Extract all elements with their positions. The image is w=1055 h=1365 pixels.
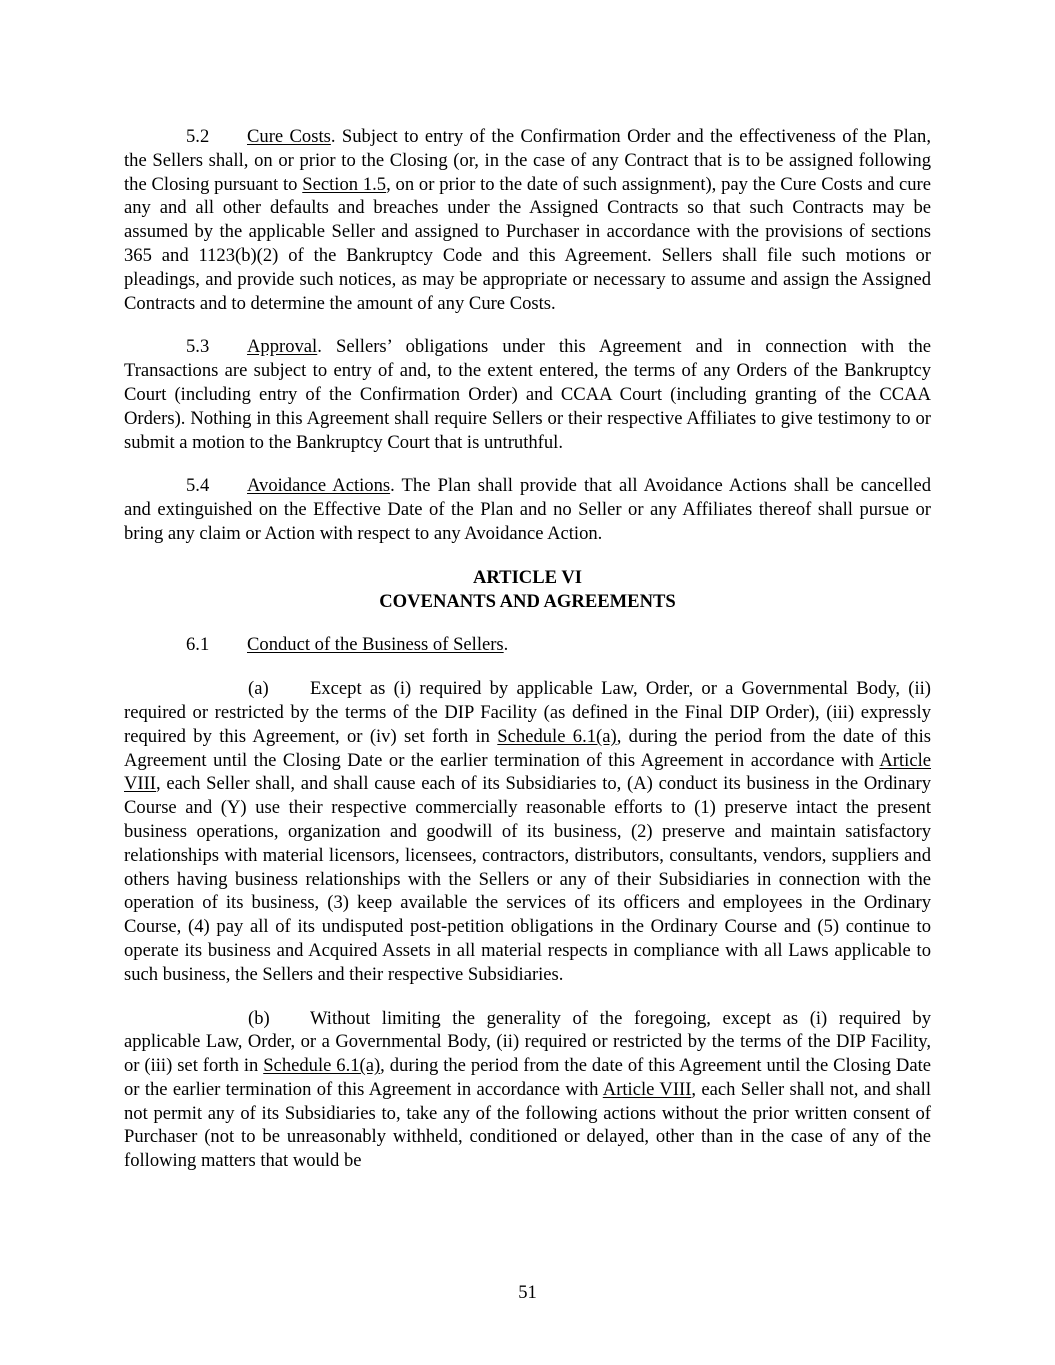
subsection-6-1-b — [124, 1007, 931, 1174]
cross-reference: Section 1.5 — [302, 173, 387, 195]
subsection-text: , during the period from the date of this Agreement until the Closing Date or the earlier termination of this Agreement in accordance with — [124, 725, 932, 771]
cross-reference: Schedule 6.1(a) — [497, 725, 617, 747]
subsection-text: Without limiting the generality of the foregoing, except as (i) required by applicable Law, Order, or a Governmental Body, (ii) required or restricted by the terms of the DIP Facility, or (iii) set forth in — [124, 1007, 931, 1077]
page-number: 51 — [518, 1282, 537, 1303]
cross-reference: Article VIII — [124, 749, 931, 795]
section-number: 5.3 — [186, 336, 210, 358]
section-title: Cure Costs — [247, 126, 331, 147]
subsection-label: (a) — [248, 678, 269, 700]
section-title: Conduct of the Business of Sellers — [247, 634, 504, 656]
section-title: Approval — [247, 336, 318, 358]
section-6-1 — [124, 633, 931, 657]
cross-reference: Article VIII — [602, 1078, 692, 1100]
cross-reference: Schedule 6.1(a) — [263, 1055, 381, 1077]
section-text: . Sellers’ obligations under this Agreement and in connection with the Transactions are subject to entry of and, to the extent entered, the terms of any Orders of the Bankruptcy Court (including entry of the Confirmation Order) and CCAA Court (including granting of the CCAA Orders). Nothing in this Agreement shall require Sellers or their respective Affiliates to give testimony to or submit a motion to the Bankruptcy Court that is untruthful. — [124, 336, 931, 453]
section-5-4 — [124, 474, 931, 545]
article-heading — [124, 566, 931, 614]
section-text: , on or prior to the date of such assignment), pay the Cure Costs and cure any and all other defaults and breaches under the Assigned Contracts so that such Contracts may be assumed by the applicable Seller and assigned to Purchaser in accordance with the provisions of sections 365 and 1123(b)(2) of the Bankruptcy Code and this Agreement. Sellers shall file such motions or pleadings, and provide such notices, as may be appropriate or necessary to assume and assign the Assigned Contracts and to determine the amount of any Cure Costs. — [124, 173, 931, 314]
section-5-3 — [124, 335, 931, 454]
section-number: 6.1 — [186, 634, 210, 656]
section-number: 5.2 — [186, 126, 210, 147]
section-text: . The Plan shall provide that all Avoidance Actions shall be cancelled and extinguished on the Effective Date of the Plan and no Seller or any Affiliates thereof shall pursue or bring any claim or Action with respect to any Avoidance Action. — [124, 475, 931, 544]
section-title-period: . — [503, 634, 509, 656]
subsection-6-1-a — [124, 677, 931, 986]
subsection-text: , each Seller shall not, and shall not permit any of its Subsidiaries to, take any of the following actions without the prior written consent of Purchaser (not to be unreasonably withheld, conditioned or delayed, other than in the case of any of the following matters that would be — [124, 1078, 931, 1172]
article-title: COVENANTS AND AGREEMENTS — [379, 590, 676, 612]
document-page — [124, 125, 931, 1193]
subsection-text: , during the period from the date of this Agreement until the Closing Date or the earlier termination of this Agreement in accordance with — [124, 1055, 931, 1100]
section-number: 5.4 — [186, 475, 210, 497]
subsection-text: Except as (i) required by applicable Law, Order, or a Governmental Body, (ii) required or restricted by the terms of the DIP Facility (as defined in the Final DIP Order), (iii) expressly required by this Agreement, or (iv) set forth in — [124, 678, 931, 747]
article-number: ARTICLE VI — [472, 566, 583, 588]
subsection-text: , each Seller shall, and shall cause each of its Subsidiaries to, (A) conduct its business in the Ordinary Course and (Y) use their respective commercially reasonable efforts to (1) preserve intact the present business operations, organization and goodwill of its business, (2) preserve and maintain satisfactory relationships with material licensors, licensees, contractors, distributors, consultants, vendors, suppliers and others having business relationships with the Sellers or any of their Subsidiaries in connection with the operation of its business, (3) keep available the services of its officers and employees in the Ordinary Course, (4) pay all of its undisputed post-petition obligations in the Ordinary Course and (5) continue to operate its business and Acquired Assets in all material respects in compliance with all Laws applicable to such business, the Sellers and their respective Subsidiaries. — [124, 773, 931, 985]
section-5-2 — [124, 125, 931, 315]
subsection-label: (b) — [248, 1007, 270, 1029]
section-title: Avoidance Actions — [247, 475, 391, 497]
section-text: . Subject to entry of the Confirmation Order and the effectiveness of the Plan, the Sellers shall, on or prior to the Closing (or, in the case of any Contract that is to be assigned following the Closing pursuant to — [124, 126, 931, 195]
